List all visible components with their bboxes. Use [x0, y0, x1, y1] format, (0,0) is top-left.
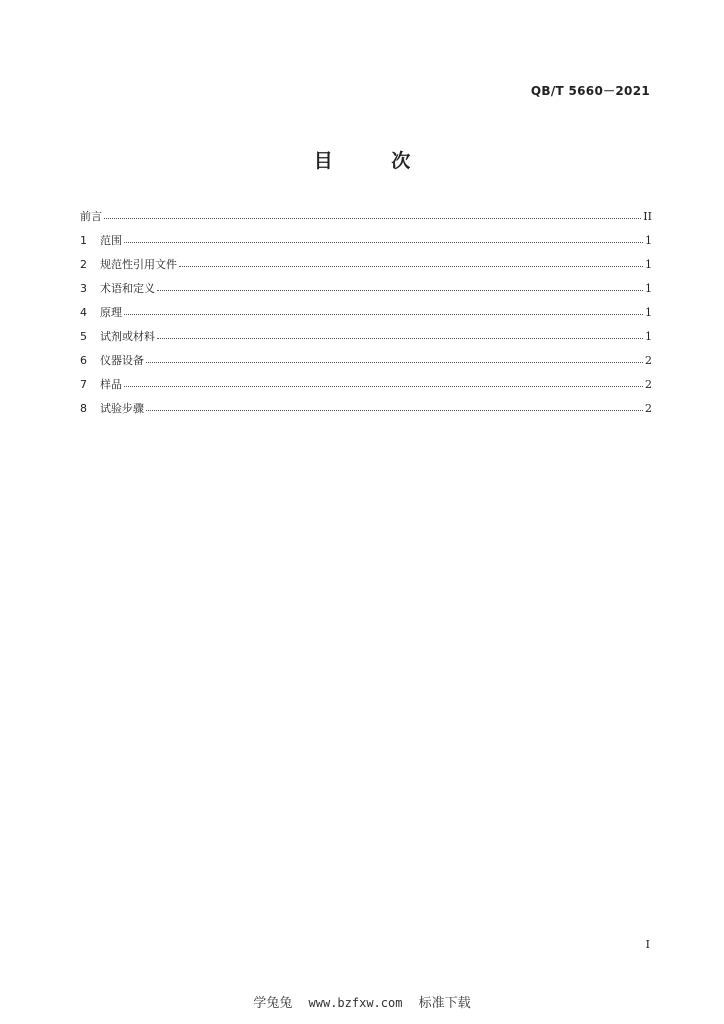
- toc-entry-normative-references[interactable]: [80, 253, 652, 277]
- toc-entry-number: 3: [80, 282, 87, 295]
- toc-entry-text: 规范性引用文件: [100, 258, 177, 271]
- toc-entry-number: 7: [80, 378, 87, 391]
- toc-entry-page: 1: [645, 234, 652, 247]
- toc-entry-page: 2: [645, 378, 652, 391]
- toc-entry-foreword[interactable]: [80, 205, 652, 229]
- standard-code: QB/T 5660－2021: [530, 84, 650, 98]
- footer-watermark: [0, 992, 724, 1011]
- toc-entry-principle[interactable]: [80, 301, 652, 325]
- toc-leader-dots: [157, 290, 643, 291]
- toc-entry-page: 2: [645, 402, 652, 415]
- toc-entry-text: 样品: [100, 378, 122, 391]
- toc-leader-dots: [146, 362, 643, 363]
- toc-entry-number: 8: [80, 402, 87, 415]
- footer-site-name: 学兔兔: [253, 996, 293, 1011]
- footer-site-url[interactable]: www.bzfxw.com: [308, 996, 403, 1010]
- toc-leader-dots: [157, 338, 643, 339]
- toc-entry-reagents-materials[interactable]: [80, 325, 652, 349]
- toc-leader-dots: [104, 218, 641, 219]
- toc-leader-dots: [124, 242, 643, 243]
- toc-entry-samples[interactable]: [80, 373, 652, 397]
- toc-entry-page: 2: [645, 354, 652, 367]
- toc-entry-text: 范围: [100, 234, 122, 247]
- toc-entry-page: II: [643, 210, 652, 223]
- page-number: I: [645, 938, 650, 951]
- toc-entry-scope[interactable]: [80, 229, 652, 253]
- toc-entry-number: 5: [80, 330, 87, 343]
- toc-leader-dots: [124, 386, 643, 387]
- table-of-contents: [80, 205, 652, 421]
- toc-entry-page: 1: [645, 306, 652, 319]
- toc-entry-page: 1: [645, 258, 652, 271]
- toc-title: 目 次: [313, 150, 437, 172]
- toc-entry-text: 前言: [80, 210, 102, 223]
- toc-leader-dots: [179, 266, 643, 267]
- toc-entry-number: 1: [80, 234, 87, 247]
- footer-slogan: 标准下载: [418, 996, 471, 1011]
- toc-entry-text: 试剂或材料: [100, 330, 155, 343]
- toc-leader-dots: [146, 410, 643, 411]
- toc-entry-text: 试验步骤: [100, 402, 144, 415]
- toc-entry-number: 4: [80, 306, 87, 319]
- toc-entry-page: 1: [645, 330, 652, 343]
- toc-entry-test-procedure[interactable]: [80, 397, 652, 421]
- toc-entry-text: 术语和定义: [100, 282, 155, 295]
- toc-entry-terms-definitions[interactable]: [80, 277, 652, 301]
- toc-entry-page: 1: [645, 282, 652, 295]
- toc-leader-dots: [124, 314, 643, 315]
- toc-entry-number: 2: [80, 258, 87, 271]
- toc-entry-apparatus[interactable]: [80, 349, 652, 373]
- toc-entry-text: 原理: [100, 306, 122, 319]
- toc-entry-number: 6: [80, 354, 87, 367]
- toc-entry-text: 仪器设备: [100, 354, 144, 367]
